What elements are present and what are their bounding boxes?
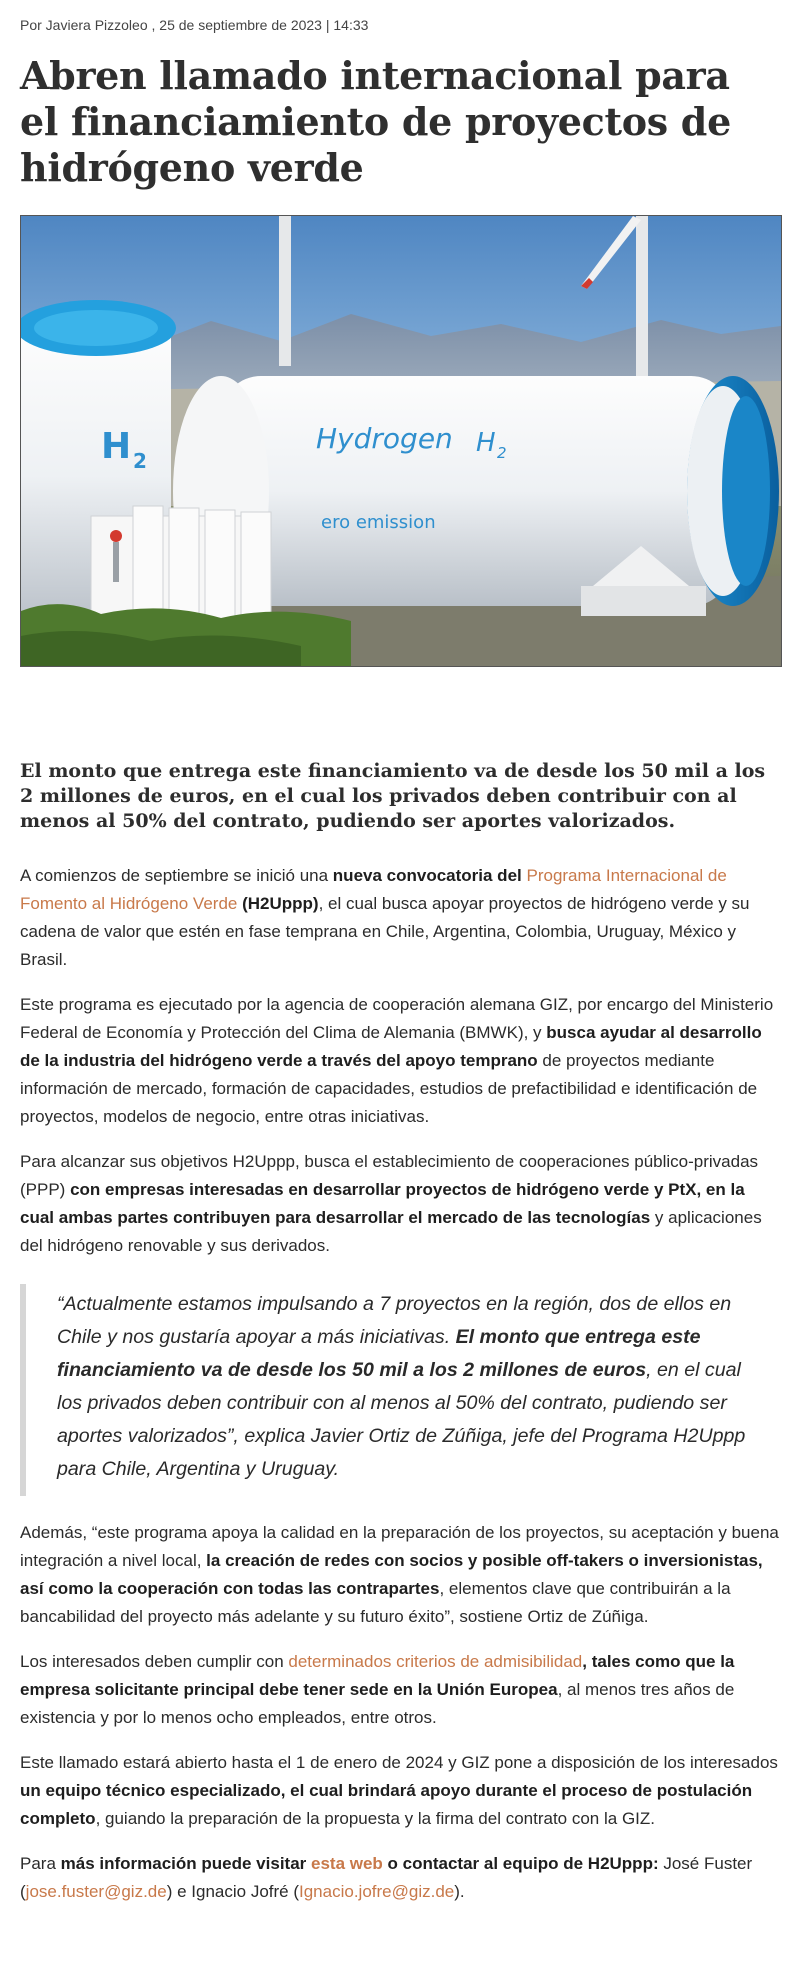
quote-text: “Actualmente estamos impulsando a 7 proyectos en la región, dos de ellos en Chile y nos gustaría apoyar a más iniciativas. El monto que entrega este financiamiento va de desde los 50 mil a los 2 millones de euros, en el cual los privados deben contribuir con al menos al 50% del contrato, pudiendo ser aportes valorizados”, explica Javier Ortiz de Zúñiga, jefe del Programa H2Uppp para Chile, Argentina y Uruguay. bbox=[57, 1293, 746, 1480]
tank-subtext: ero emission bbox=[321, 512, 436, 533]
paragraph-6: Este llamado estará abierto hasta el 1 de enero de 2024 y GIZ pone a disposición de los interesados un equipo técnico especializado, el cual brindará apoyo durante el proceso de postulación completo, guiando la preparación de la propuesta y la firma del contrato con la GIZ. bbox=[20, 1753, 778, 1828]
tank-formula-subscript: 2 bbox=[497, 444, 507, 462]
article-byline: Por Javiera Pizzoleo , 25 de septiembre de 2023 | 14:33 bbox=[20, 17, 369, 33]
small-tank-formula: H bbox=[101, 426, 132, 467]
paragraph-3: Para alcanzar sus objetivos H2Uppp, busca el establecimiento de cooperaciones público-privadas (PPP) con empresas interesadas en desarrollar proyectos de hidrógeno verde y PtX, en la cual ambas partes contribuyen para desarrollar el mercado de las tecnologías y aplicaciones del hidrógeno renovable y sus derivados. bbox=[20, 1152, 762, 1255]
hero-image bbox=[20, 215, 782, 667]
h2uppp-program-link[interactable]: Programa Internacional de Fomento al Hidrógeno Verde bbox=[20, 866, 727, 913]
eligibility-criteria-link[interactable]: determinados criterios de admisibilidad bbox=[288, 1652, 583, 1671]
small-tank-formula-subscript: 2 bbox=[133, 449, 147, 473]
pull-quote bbox=[20, 1284, 780, 1496]
paragraph-2: Este programa es ejecutado por la agencia de cooperación alemana GIZ, por encargo del Ministerio Federal de Economía y Protección del Clima de Alemania (BMWK), y busca ayudar al desarrollo de la industria del hidrógeno verde a través del apoyo temprano de proyectos mediante información de mercado, formación de capacidades, estudios de prefactibilidad e identificación de proyectos, modelos de negocio, entre otras iniciativas. bbox=[20, 995, 774, 1126]
email-link-jose-fuster[interactable]: jose.fuster@giz.de bbox=[25, 1882, 167, 1901]
paragraph-7: Para más información puede visitar esta web o contactar al equipo de H2Uppp: José Fuster (jose.fuster@giz.de) e Ignacio Jofré (Ignacio.jofre@giz.de). bbox=[20, 1854, 753, 1901]
website-link[interactable]: esta web bbox=[311, 1854, 383, 1873]
email-link-ignacio-jofre[interactable]: Ignacio.jofre@giz.de bbox=[299, 1882, 455, 1901]
paragraph-5: Los interesados deben cumplir con determinados criterios de admisibilidad, tales como que la empresa solicitante principal debe tener sede en la Unión Europea, al menos tres años de existencia y por lo menos ocho empleados, entre otros. bbox=[20, 1652, 735, 1727]
tank-formula: H bbox=[476, 428, 496, 458]
paragraph-1: A comienzos de septiembre se inició una nueva convocatoria del Programa Internacional de Fomento al Hidrógeno Verde (H2Uppp), el cual busca apoyar proyectos de hidrógeno verde y su cadena de valor que estén en fase temprana en Chile, Argentina, Colombia, Uruguay, México y Brasil. bbox=[20, 866, 750, 969]
paragraph-4: Además, “este programa apoya la calidad en la preparación de los proyectos, su aceptación y buena integración a nivel local, la creación de redes con socios y posible off-takers o inversionistas, así como la cooperación con todas las contrapartes, elementos clave que contribuirán a la bancabilidad del proyecto más adelante y su futuro éxito”, sostiene Ortiz de Zúñiga. bbox=[20, 1523, 779, 1626]
article-subtitle: El monto que entrega este financiamiento va de desde los 50 mil a los 2 millones de euros, en el cual los privados deben contribuir con al menos al 50% del contrato, pudiendo ser aportes valorizados. bbox=[20, 760, 766, 832]
article-title: Abren llamado internacional para el financiamiento de proyectos de hidrógeno verde bbox=[20, 53, 731, 190]
hydrogen-tank-illustration bbox=[21, 216, 781, 666]
tank-label: Hydrogen bbox=[316, 422, 453, 455]
